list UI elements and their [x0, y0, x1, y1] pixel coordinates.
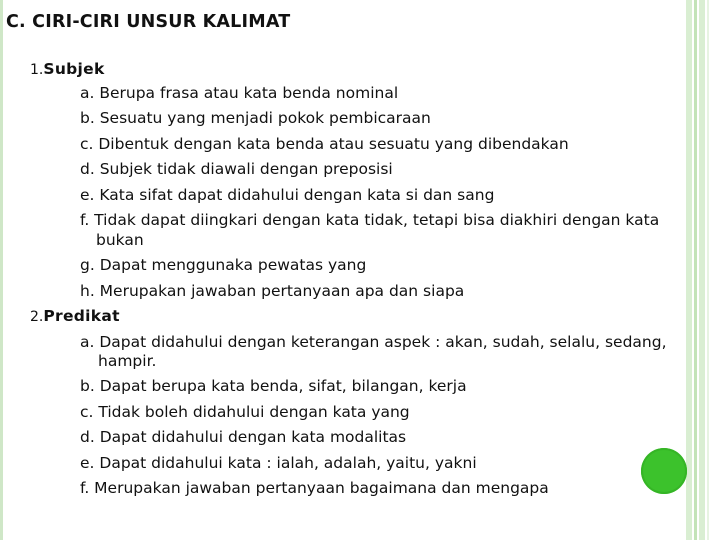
list-item: b. Sesuatu yang menjadi pokok pembicaraan: [80, 109, 431, 127]
list-item: g. Dapat menggunaka pewatas yang: [80, 256, 367, 274]
list-item: a. Dapat didahului dengan keterangan aspek : akan, sudah, selalu, sedang,: [80, 333, 667, 351]
section-label: Predikat: [43, 307, 120, 325]
list-item: a. Berupa frasa atau kata benda nominal: [80, 84, 399, 102]
section-label: Subjek: [43, 60, 105, 78]
list-item: e. Kata sifat dapat didahului dengan kata si dan sang: [80, 186, 495, 204]
list-item: b. Dapat berupa kata benda, sifat, bilangan, kerja: [80, 377, 467, 395]
list-item: d. Subjek tidak diawali dengan preposisi: [80, 160, 393, 178]
list-item: f. Merupakan jawaban pertanyaan bagaimana dan mengapa: [80, 479, 549, 497]
frame-stripe: [707, 0, 709, 540]
right-frame-stripes: [686, 0, 720, 540]
frame-stripe: [699, 0, 705, 540]
list-item-continuation: bukan: [96, 231, 144, 249]
list-item: c. Dibentuk dengan kata benda atau sesuatu yang dibendakan: [80, 135, 569, 153]
list-item: c. Tidak boleh didahului dengan kata yang: [80, 403, 410, 421]
green-circle-decoration: [641, 448, 687, 494]
list-item: d. Dapat didahului dengan kata modalitas: [80, 428, 407, 446]
list-item-continuation: hampir.: [98, 352, 157, 370]
section-heading-subjek: [30, 59, 105, 80]
frame-stripe: [694, 0, 697, 540]
frame-stripe: [686, 0, 692, 540]
list-item: e. Dapat didahului kata : ialah, adalah, yaitu, yakni: [80, 454, 477, 472]
section-heading-predikat: [30, 306, 120, 327]
slide-title: C. CIRI-CIRI UNSUR KALIMAT: [6, 12, 291, 32]
section-number: 2.: [30, 309, 44, 325]
list-item: h. Merupakan jawaban pertanyaan apa dan siapa: [80, 282, 465, 300]
section-number: 1.: [30, 62, 44, 78]
list-item: f. Tidak dapat diingkari dengan kata tidak, tetapi bisa diakhiri dengan kata: [80, 211, 660, 229]
left-frame-stripe: [0, 0, 3, 540]
